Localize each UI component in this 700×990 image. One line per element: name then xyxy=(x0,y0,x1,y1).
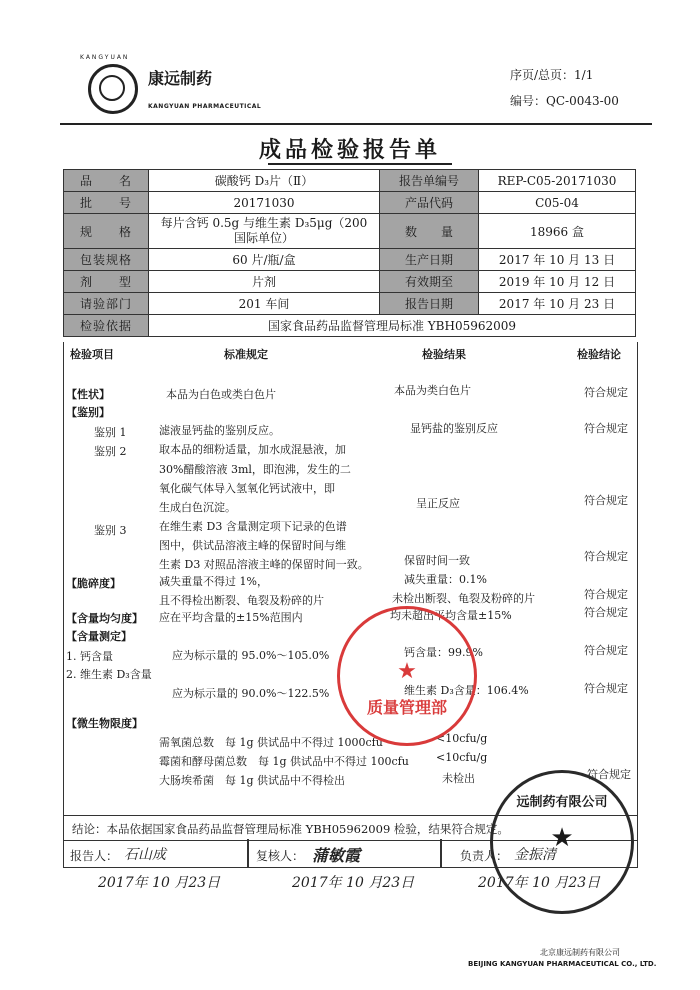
cell-label: 报告单编号 xyxy=(380,170,479,192)
standard-text: 减失重量不得过 1%， xyxy=(159,575,268,588)
cell-label: 产品代码 xyxy=(380,192,479,214)
standard-text: 需氧菌总数 每 1g 供试品中不得过 1000cfu xyxy=(159,736,383,749)
conclusion-text: 符合规定 xyxy=(584,422,628,435)
standard-text: 取本品的细粉适量，加水成混悬液，加 xyxy=(159,443,346,456)
footer-company-cn: 北京康远制药有限公司 xyxy=(540,948,620,957)
cell-label: 批 号 xyxy=(64,192,149,214)
table-row xyxy=(64,192,636,214)
standard-text: 大肠埃希菌 每 1g 供试品中不得检出 xyxy=(159,774,346,787)
cell-value: 2017 年 10 月 23 日 xyxy=(479,293,636,315)
table-row xyxy=(64,214,636,249)
result-text: 未检出 xyxy=(442,772,475,785)
results-section xyxy=(63,342,638,815)
company-name: 康远制药 xyxy=(148,69,213,88)
star-icon: ★ xyxy=(550,823,574,853)
result-text: 均未超出平均含量±15% xyxy=(390,609,512,622)
standard-text: 应在平均含量的±15%范围内 xyxy=(159,611,303,624)
spec-line-1: 每片含钙 0.5g 与维生素 D₃5μg（200 xyxy=(160,216,368,230)
result-text: 钙含量：99.9% xyxy=(404,646,483,659)
section-uniformity: 【含量均匀度】 xyxy=(66,612,143,625)
column-header-item: 检验项目 xyxy=(70,348,114,361)
qa-seal-stamp xyxy=(337,606,477,746)
conclusion-statement: 结论：本品依据国家食品药品监督管理局标准 YBH05962009 检验，结果符合规定。 xyxy=(72,822,509,836)
standard-text: 且不得检出断裂、龟裂及粉碎的片 xyxy=(159,594,324,607)
reviewer-label: 复核人： xyxy=(256,849,305,863)
standard-text: 霉菌和酵母菌总数 每 1g 供试品中不得过 100cfu xyxy=(159,755,409,768)
cell-value: 60 片/瓶/盒 xyxy=(149,249,380,271)
cell-value: 碳酸钙 D₃片（Ⅱ） xyxy=(149,170,380,192)
cell-label: 检验依据 xyxy=(64,315,149,337)
cell-label: 生产日期 xyxy=(380,249,479,271)
standard-text: 30%醋酸溶液 3ml，即泡沸，发生的二 xyxy=(159,463,351,476)
divider xyxy=(440,839,442,867)
reviewer-date: 2017年 10 月23日 xyxy=(292,875,415,891)
cell-label: 包装规格 xyxy=(64,249,149,271)
logo-emblem-icon xyxy=(99,75,125,101)
seal-text: 远制药有限公司 xyxy=(516,795,608,810)
cell-label: 报告日期 xyxy=(380,293,479,315)
divider xyxy=(247,839,249,867)
charge-date: 2017年 10 月23日 xyxy=(478,875,601,891)
result-text: 未检出断裂、龟裂及粉碎的片 xyxy=(392,592,535,605)
standard-text: 应为标示量的 95.0%～105.0% xyxy=(172,649,330,662)
cell-label: 请验部门 xyxy=(64,293,149,315)
company-seal-stamp xyxy=(490,770,634,914)
footer-company-en: BEIJING KANGYUAN PHARMACEUTICAL CO., LTD. xyxy=(468,960,657,968)
cell-value: 18966 盒 xyxy=(479,214,636,249)
cell-value: 20171030 xyxy=(149,192,380,214)
table-row xyxy=(64,271,636,293)
table-row xyxy=(64,170,636,192)
reporter-date: 2017年 10 月23日 xyxy=(98,875,221,891)
cell-value: 201 车间 xyxy=(149,293,380,315)
spec-line-2: 国际单位） xyxy=(233,231,294,245)
table-row xyxy=(64,293,636,315)
conclusion-text: 符合规定 xyxy=(584,682,628,695)
company-name-en: KANGYUAN PHARMACEUTICAL xyxy=(148,103,262,110)
standard-text: 在维生素 D3 含量测定项下记录的色谱 xyxy=(159,520,347,533)
page-title: 成品检验报告单 xyxy=(258,137,441,163)
result-text: <10cfu/g xyxy=(436,732,488,745)
header-divider xyxy=(60,123,652,125)
conclusion-text: 符合规定 xyxy=(584,588,628,601)
section-identification: 【鉴别】 xyxy=(66,406,110,419)
result-text: 呈正反应 xyxy=(416,497,460,510)
charge-signature: 金振清 xyxy=(514,847,556,863)
column-header-result: 检验结果 xyxy=(422,348,466,361)
result-text: 显钙盐的鉴别反应 xyxy=(410,422,498,435)
cell-value xyxy=(149,214,380,249)
standard-text: 图中，供试品溶液主峰的保留时间与维 xyxy=(159,539,346,552)
standard-text: 应为标示量的 90.0%～122.5% xyxy=(172,687,330,700)
standard-text: 氧化碳气体导入氢氧化钙试液中，即 xyxy=(159,482,335,495)
cell-label: 规 格 xyxy=(64,214,149,249)
cell-label: 有效期至 xyxy=(380,271,479,293)
conclusion-text: 符合规定 xyxy=(587,768,631,781)
section-friability: 【脆碎度】 xyxy=(66,577,121,590)
result-text: 维生素 D₃含量：106.4% xyxy=(404,684,529,697)
table-row xyxy=(64,315,636,337)
conclusion-text: 符合规定 xyxy=(584,644,628,657)
result-text: 本品为类白色片 xyxy=(394,384,471,397)
standard-text: 生成白色沉淀。 xyxy=(159,501,236,514)
cell-value: REP-C05-20171030 xyxy=(479,170,636,192)
item-text: 1. 钙含量 xyxy=(66,650,113,663)
section-properties: 【性状】 xyxy=(66,388,110,401)
cell-value: 国家食品药品监督管理局标准 YBH05962009 xyxy=(149,315,636,337)
item-text: 鉴别 3 xyxy=(94,524,127,537)
reviewer-signature: 蒲敏霞 xyxy=(312,846,361,865)
star-icon: ★ xyxy=(397,659,417,684)
standard-text: 本品为白色或类白色片 xyxy=(166,388,276,401)
result-text: <10cfu/g xyxy=(436,751,488,764)
cell-label: 剂 型 xyxy=(64,271,149,293)
document-number: 编号：QC-0043-00 xyxy=(510,94,619,108)
cell-value: 片剂 xyxy=(149,271,380,293)
cell-label: 数 量 xyxy=(380,214,479,249)
column-header-conclusion: 检验结论 xyxy=(577,348,621,361)
section-assay: 【含量测定】 xyxy=(66,630,132,643)
charge-label: 负责人： xyxy=(460,849,509,863)
logo-text: KANGYUAN xyxy=(80,54,130,61)
standard-text: 滤液显钙盐的鉴别反应。 xyxy=(159,424,280,437)
table-row xyxy=(64,249,636,271)
cell-value: 2017 年 10 月 13 日 xyxy=(479,249,636,271)
column-header-standard: 标准规定 xyxy=(224,348,268,361)
item-text: 鉴别 1 xyxy=(94,426,127,439)
cell-value: 2019 年 10 月 12 日 xyxy=(479,271,636,293)
conclusion-text: 符合规定 xyxy=(584,386,628,399)
section-microbial: 【微生物限度】 xyxy=(66,717,143,730)
item-text: 2. 维生素 D₃含量 xyxy=(66,668,152,681)
result-text: 保留时间一致 xyxy=(404,554,470,567)
seal-text: 质量管理部 xyxy=(366,698,447,717)
conclusion-text: 符合规定 xyxy=(584,494,628,507)
standard-text: 生素 D3 对照品溶液主峰的保留时间一致。 xyxy=(159,558,369,571)
reporter-label: 报告人： xyxy=(70,849,119,863)
result-text: 减失重量：0.1% xyxy=(404,573,487,586)
conclusion-text: 符合规定 xyxy=(584,550,628,563)
page-info: 序页/总页：1/1 xyxy=(510,68,594,82)
cell-value: C05-04 xyxy=(479,192,636,214)
info-table xyxy=(63,169,636,337)
cell-label: 品 名 xyxy=(64,170,149,192)
conclusion-text: 符合规定 xyxy=(584,606,628,619)
item-text: 鉴别 2 xyxy=(94,445,127,458)
title-underline xyxy=(268,163,452,165)
reporter-signature: 石山成 xyxy=(124,847,166,863)
